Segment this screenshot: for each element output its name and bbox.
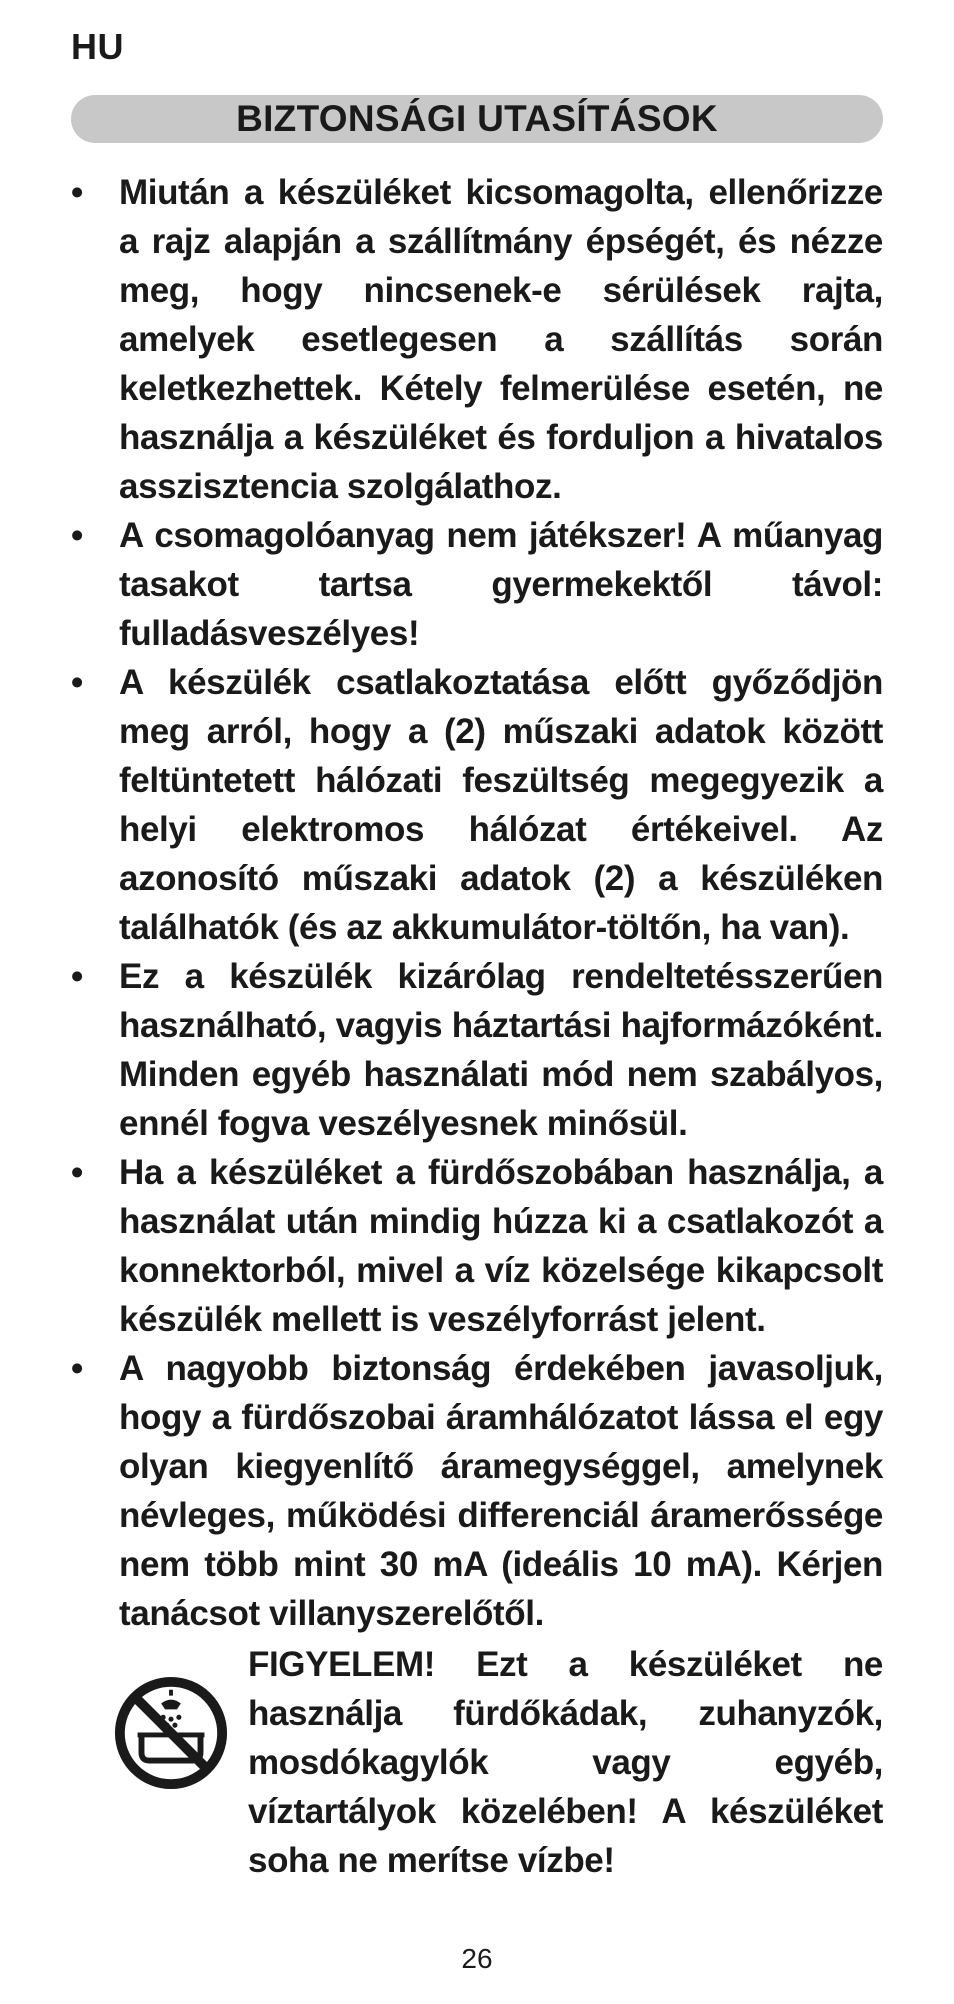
bullet-icon: • (71, 173, 83, 212)
page-number: 26 (461, 1943, 493, 1974)
instruction-text: A csomagolóanyag nem játékszer! A műanyag tasakot tartsa gyermekektől távol: fulladásveszélyes! (119, 516, 883, 653)
no-water-near-bath-icon (112, 1674, 230, 1792)
section-title: BIZTONSÁGI UTASÍTÁSOK (236, 98, 718, 139)
instruction-text: Ha a készüléket a fürdőszobában használja, a használat után mindig húzza ki a csatlakozót a konnektorból, mivel a víz közelsége kikapcsolt készülék mellett is veszélyforrást jelent. (119, 1153, 883, 1339)
instruction-text: Ez a készülék kizárólag rendeltetésszerűen használható, vagyis háztartási hajformázóként. Minden egyéb használati mód nem szabályos, ennél fogva veszélyesnek minősül. (119, 957, 883, 1143)
bullet-icon: • (71, 957, 83, 996)
instruction-text: A készülék csatlakoztatása előtt győződjön meg arról, hogy a (2) műszaki adatok között feltüntetett hálózati feszültség megegyezik a helyi elektromos hálózat értékeivel. Az azonosító műszaki adatok (2) a készüléken találhatók (és az akkumulátor-töltőn, ha van). (119, 663, 883, 947)
bullet-icon: • (71, 1349, 83, 1388)
language-code: HU (71, 26, 124, 67)
bullet-icon: • (71, 663, 83, 702)
list-item (71, 168, 883, 511)
list-item (71, 1148, 883, 1344)
list-item (71, 511, 883, 658)
instruction-text: Miután a készüléket kicsomagolta, ellenőrizze a rajz alapján a szállítmány épségét, és nézze meg, hogy nincsenek-e sérülések rajta, amelyek esetlegesen a szállítás során keletkezhettek. Kétely felmerülése esetén, ne használja a készüléket és forduljon a hivatalos asszisztencia szolgálathoz. (119, 173, 883, 506)
section-title-bar (71, 95, 883, 143)
bullet-icon: • (71, 516, 83, 555)
list-item (71, 952, 883, 1148)
bullet-icon: • (71, 1153, 83, 1192)
warning-text: FIGYELEM! Ezt a készüléket ne használja fürdőkádak, zuhanyzók, mosdókagylók vagy egyéb, víztartályok közelében! A készüléket soha ne merítse vízbe! (248, 1645, 883, 1880)
safety-instructions-list (71, 168, 883, 1638)
list-item (71, 1344, 883, 1638)
list-item (71, 658, 883, 952)
instruction-text: A nagyobb biztonság érdekében javasoljuk, hogy a fürdőszobai áramhálózatot lássa el egy olyan kiegyenlítő áramegységgel, amelynek névleges, működési differenciál áramerőssége nem több mint 30 mA (ideális 10 mA). Kérjen tanácsot villanyszerelőtől. (119, 1349, 883, 1633)
warning-block (112, 1640, 883, 1880)
